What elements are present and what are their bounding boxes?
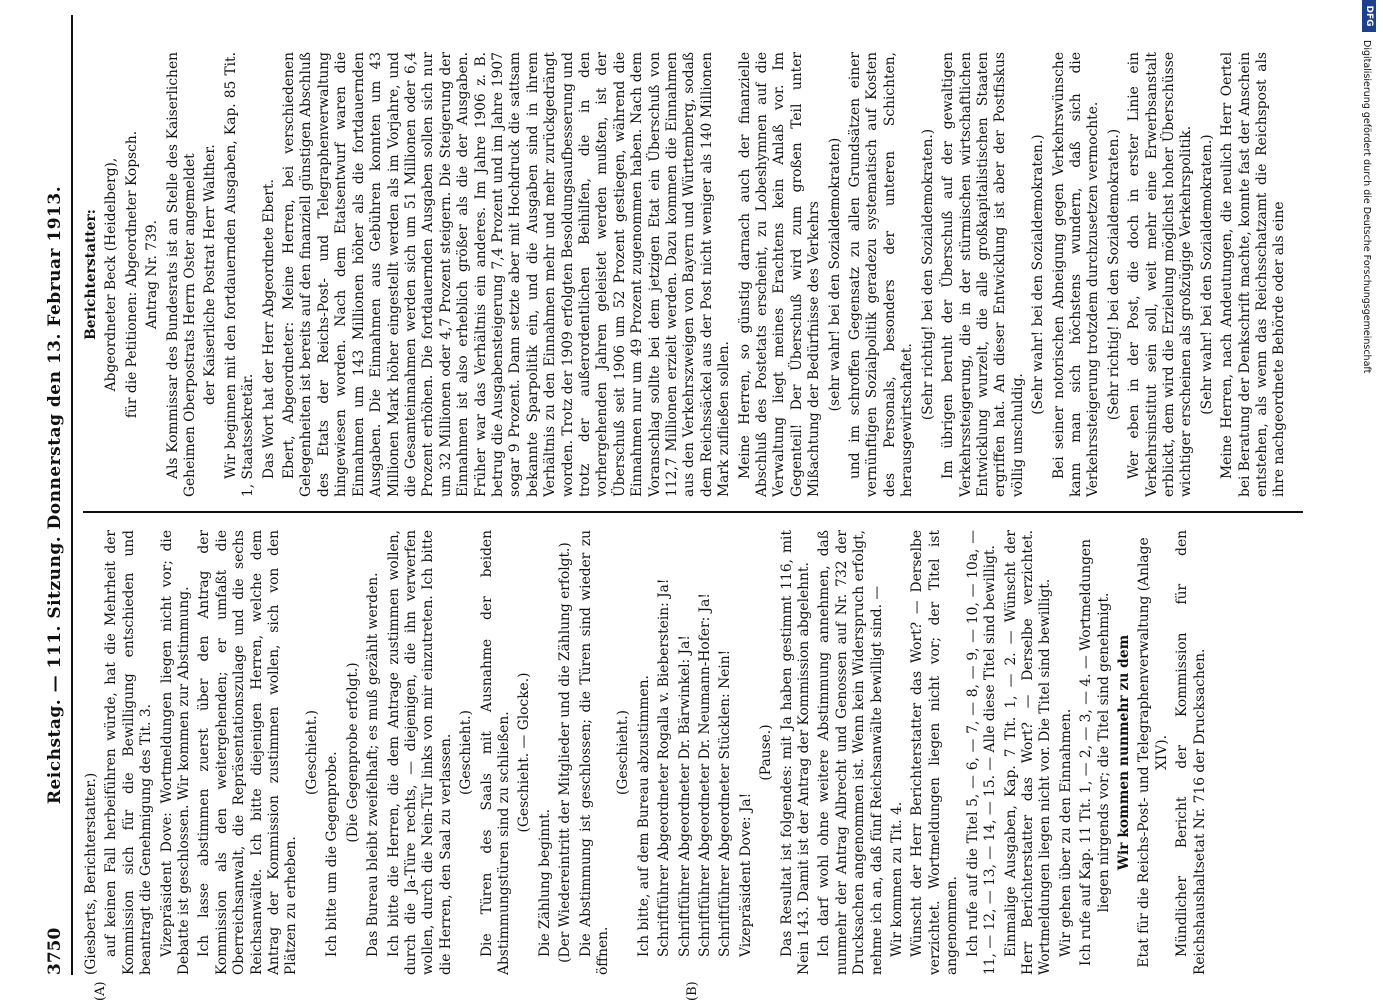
dfg-logo: DFG	[1362, 0, 1376, 32]
paragraph: (Giesberts, Berichterstatter.)	[83, 772, 99, 975]
paragraph: Das Wort hat der Herr Abgeordnete Ebert.	[260, 179, 277, 479]
paragraph: Wir kommen nunmehr zu dem	[1115, 634, 1132, 871]
paragraph: Ich rufe auf Kap. 11 Tit. 1, — 2, — 3, — 4. — Wortmeldungen liegen nirgends vor; die Titel sind genehmigt.	[1078, 539, 1112, 966]
paragraph: Die Zählung beginnt.	[536, 808, 553, 957]
paragraph: für die Petitionen: Abgeordneter Kopsch.	[123, 130, 140, 419]
paragraph: (sehr wahr! bei den Sozialdemokraten)	[826, 137, 843, 412]
margin-mark-b: (B)	[685, 981, 700, 1001]
paragraph: (Sehr wahr! bei den Sozialdemokraten.)	[1198, 134, 1215, 415]
paragraph: Wir kommen zu Tit. 4.	[889, 801, 906, 957]
paragraph: Die Türen des Saals mit Ausnahme der beiden Abstimmungstüren sind zu schließen.	[478, 530, 512, 975]
paragraph: Schriftführer Abgeordneter Rogalla v. Bieberstein: Ja!	[656, 578, 673, 957]
dfg-credit: Digitalisierung gefördert durch die Deutsche Forschungsgemeinschaft	[1361, 40, 1372, 374]
paragraph: (Geschieht.)	[458, 709, 475, 796]
paragraph: Berichterstatter:	[83, 209, 99, 340]
paragraph: Ich bitte um die Gegenprobe.	[324, 751, 341, 957]
paragraph: Ich bitte, auf dem Bureau abzustimmen.	[635, 675, 652, 957]
right-column	[83, 52, 1323, 497]
paragraph: der Kaiserliche Postrat Herr Walther.	[202, 144, 219, 405]
paragraph: Ich lasse abstimmen zuerst über den Antrag der Kommission als den weitergehenden; er umfaßt die Oberreichsanwalt, die Repräsentationszulage und die sechs Reichsanwälte. Ich bitte diejenigen Herren, welche dem Antrag der Kommission zustimmen wollen, sich von den Plätzen zu erheben.	[196, 530, 300, 975]
paragraph: Als Kommissar des Bundesrats ist an Stelle des Kaiserlichen Geheimen Oberpostrats Herrn Oster angemeldet	[164, 52, 199, 497]
paragraph: (Sehr richtig! bei den Sozialdemokraten.)	[919, 128, 936, 421]
rotated-page	[35, 15, 1335, 1001]
paragraph: Einmalige Ausgaben, Kap. 7 Tit. 1, — 2. — Wünscht der Herr Berichterstatter das Wort? — Derselbe verzichtet. Wortmeldungen liegen nicht vor. Die Titel sind bewilligt.	[1002, 530, 1054, 975]
paragraph: Ebert, Abgeordneter: Meine Herren, bei verschiedenen Gelegenheiten ist bereits auf den finanziell günstigen Abschluß des Etats der Reichs-Post- und Telegraphenverwaltung hingewiesen worden. Nach dem Etatsentwurf waren die Einnahmen um 143 Millionen höher als die fortdauernden Ausgaben. Die Einnahmen aus Gebühren konnten um 43 Millionen Mark höher eingestellt werden als im Vorjahre, und die Gesamteinnahmen werden sich um 51 Millionen oder 6,4 Prozent erhöhen. Die fortdauernden Ausgaben sollen sich nur um 32 Millionen oder 4,7 Prozent steigern. Die Steigerung der Einnahmen ist also erheblich größer als die der Ausgaben. Früher war das Verhältnis ein anderes. Im Jahre 1906 z. B. betrug die Ausgabensteigerung 7,4 Prozent und im Jahre 1907 sogar 9 Prozent. Dann setzte aber mit Hochdruck die sattsam bekannte Sparpolitik ein, und die Ausgaben sind in ihrem Verhältnis zu den Einnahmen mehr und mehr zurückgedrängt worden. Trotz der 1909 erfolgten Besoldungsaufbesserung und trotz der außerordentlichen Beihilfen, die in den vorhergehenden Jahren geleistet werden mußten, ist der Überschuß seit 1906 um 52 Prozent gestiegen, während die Einnahmen nur um 49 Prozent zugenommen haben. Nach dem Voranschlag sollte bei dem jetzigen Etat ein Überschuß von 112,7 Millionen erzielt werden. Dazu kommen die Einnahmen aus den Verkehrszweigen von Bayern und Württemberg, sodaß dem Reichssäckel aus der Post nicht weniger als 140 Millionen Mark zufließen sollen.	[281, 52, 733, 497]
paragraph: Schriftführer Abgeordneter Dr. Neumann-Hofer: Ja!	[697, 593, 713, 957]
left-column	[83, 530, 1323, 975]
paragraph: und im schroffen Gegensatz zu allen Grundsätzen einer vernünftigen Sozialpolitik geradezu systematisch auf Kosten des Personals, besonders der unteren Schichten, herausgewirtschaftet.	[847, 52, 916, 497]
page-title: Reichstag. — 111. Sitzung. Donnerstag den 13. Februar 1913.	[45, 185, 65, 805]
paragraph: Schriftführer Abgeordneter Dr. Bärwinkel: Ja!	[676, 635, 693, 957]
paragraph: Im übrigen beruht der Überschuß auf der gewaltigen Verkehrssteigerung, die in der stürmischen wirtschaftlichen Entwicklung wurzelt, die alle großkapitalistischen Staaten ergriffen hat. An dieser Entwicklung ist aber der Postfiskus völlig unschuldig.	[940, 52, 1026, 497]
paragraph: Etat für die Reichs-Post- und Telegraphenverwaltung (Anlage XIV).	[1136, 537, 1170, 968]
paragraph: Vizepräsident Dove: Wortmeldungen liegen nicht vor; die Debatte ist geschlossen. Wir kommen zur Abstimmung.	[158, 530, 193, 975]
column-rule	[83, 511, 1303, 513]
paragraph: Wer eben in der Post, die doch in erster Linie ein Verkehrsinstitut sein soll, weit mehr eine Erwerbsanstalt erblickt, dem wird die Erzielung möglichst hoher Überschüsse wichtiger erscheinen als großzügige Verkehrspolitik.	[1126, 52, 1195, 497]
paragraph: Schriftführer Abgeordneter Stücklen: Nein!	[717, 649, 734, 957]
digitization-sidebar	[1343, 0, 1383, 1000]
paragraph: (Die Gegenprobe erfolgt.)	[344, 662, 361, 843]
paragraph: (Sehr wahr! bei den Sozialdemokraten.)	[1030, 134, 1047, 415]
paragraph: Ich bitte die Herren, die dem Antrage zustimmen wollen, durch die Ja-Türe rechts, — diejenigen, die ihn verwerfen wollen, durch die Nein-Tür links von mir einzutreten. Ich bitte die Herren, den Saal zu verlassen.	[385, 530, 454, 975]
paragraph: Wünscht der Herr Berichterstatter das Wort? — Derselbe verzichtet. Wortmeldungen liegen nicht vor; der Titel ist angenommen.	[909, 530, 961, 975]
paragraph: Abgeordneter Beck (Heidelberg),	[103, 157, 120, 392]
paragraph: (Geschieht.)	[615, 709, 632, 796]
paragraph: Das Bureau bleibt zweifelhaft; es muß gezählt werden.	[365, 572, 382, 957]
page-number: 3750	[45, 927, 65, 975]
paragraph: Ich rufe auf die Titel 5, — 6, — 7, — 8, — 9, — 10, — 10a, — 11, — 12, — 13, — 14, — 15. — Alle diese Titel sind bewilligt.	[964, 530, 999, 975]
paragraph: Wir beginnen mit den fortdauernden Ausgaben, Kap. 85 Tit. 1, Staatssekretär.	[222, 52, 257, 497]
paragraph: Meine Herren, so günstig darnach auch der finanzielle Abschluß des Postetats erscheint, zu Lobeshymnen auf die Verwaltung liegt meines Erachtens kein Anlaß vor. Im Gegenteil! Der Überschuß wird zum großen Teil unter Mißachtung der Bedürfnisse des Verkehrs	[736, 52, 823, 497]
margin-mark-a: (A)	[93, 981, 108, 1001]
paragraph: (Sehr richtig! bei den Sozialdemokraten.)	[1105, 128, 1122, 421]
paragraph: Vizepräsident Dove: Ja!	[737, 792, 754, 957]
paragraph: (Der Wiedereintritt der Mitglieder und die Zählung erfolgt.)	[557, 542, 574, 963]
paragraph: (Pause.)	[758, 724, 775, 781]
paragraph: Wir gehen über zu den Einnahmen.	[1057, 708, 1074, 957]
paragraph: Die Abstimmung ist geschlossen; die Türen sind wieder zu öffnen.	[577, 530, 611, 975]
paragraph: Das Resultat ist folgendes: mit Ja haben gestimmt 116, mit Nein 143. Damit ist der Antrag der Kommission abgelehnt.	[778, 530, 813, 975]
paragraph: Meine Herren, nach Andeutungen, die neulich Herr Oertel bei Beratung der Denkschrift machte, konnte fast der Anschein entstehen, als wenn das Reichsschatzamt die Reichspost als ihre nachgeordnete Behörde oder als eine	[1219, 52, 1288, 497]
paragraph: (Geschieht.)	[303, 709, 320, 796]
header-rule	[71, 15, 73, 975]
paragraph: auf keinen Fall herbeiführen würde, hat die Mehrheit der Kommission sich für die Bewilligung entschieden und beantragt die Genehmigung des Tit. 3.	[103, 530, 155, 975]
paragraph: (Geschieht. — Glocke.)	[516, 672, 533, 833]
paragraph: Ich darf wohl ohne weitere Abstimmung annehmen, daß nunmehr der Antrag Albrecht und Genossen auf Nr. 732 der Drucksachen angenommen ist. Wenn kein Widerspruch erfolgt, nehme ich an, daß fünf Reichsanwälte bewilligt sind. —	[816, 530, 885, 975]
paragraph: Mündlicher Bericht der Kommission für den Reichshaushaltsetat Nr. 716 der Drucksachen.	[1174, 530, 1208, 975]
paragraph: Antrag Nr. 739.	[144, 219, 161, 330]
page-header	[35, 15, 75, 975]
paragraph: Bei seiner notorischen Abneigung gegen Verkehrswünsche kann man sich höchstens wundern, daß sich die Verkehrssteigerung trotzdem durchzusetzen vermochte.	[1050, 52, 1102, 497]
